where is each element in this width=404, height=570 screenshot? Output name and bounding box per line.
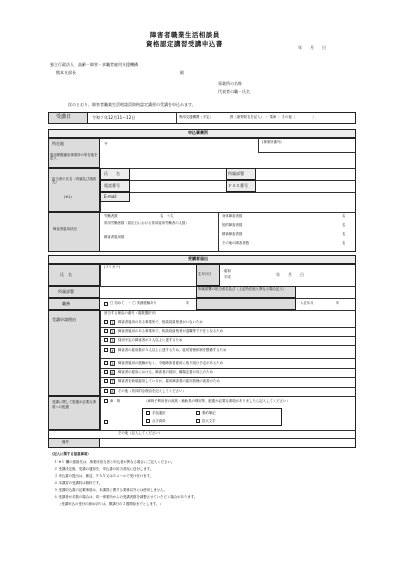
reason-8-checkbox[interactable] <box>104 389 108 393</box>
date-field[interactable]: 年 月 日 <box>298 45 326 50</box>
experience-year-unit: 年 <box>186 301 190 305</box>
reason-5-number: 5 <box>111 361 114 366</box>
note-5: ５ 受講申込書の記載事項は、本講習に関する業務以外には使用しません。 <box>54 488 168 492</box>
first-time-checkbox[interactable] <box>104 302 108 306</box>
reason-note: 該当する理由の番号（複数選択可） <box>104 311 159 315</box>
contact-label-cell <box>48 168 100 212</box>
transport-options[interactable]: 鉄（最寄駅名を記入） ・ 電車 ・ その他（ ） <box>230 115 316 119</box>
workers-note: 常用労働者数（届出日における常用雇用労働者の人数） <box>104 221 189 225</box>
reason-4-checkbox[interactable] <box>104 348 108 352</box>
addressee-name: 熊本支部長 <box>56 70 76 75</box>
affil-alt-label: 所属部署の担当者名及び（上記所在地と異なる場合記入） <box>198 287 287 291</box>
reason-5-text: 障害者雇用の経験がなく、今後障害者雇用に取り組む予定があるため <box>118 361 224 365</box>
reason-8-text: その他（具体的な理由を記入してください） <box>118 389 186 393</box>
join-label: 入社年月 <box>300 301 314 305</box>
contact-note: (※1) <box>64 195 72 199</box>
reason-2-text: 障害者雇用のある事業所で、相談員資格者が退職等で不在となるため <box>118 329 224 333</box>
address-note: 雇用保険適用事業所の所在地を記入 <box>50 153 98 161</box>
intro-text: 次のとおり、障害者職業生活相談員資格認定講習の受講を申込みます。 <box>68 102 196 107</box>
reason-6-checkbox[interactable] <box>104 370 108 374</box>
summary-writing-checkbox[interactable] <box>196 411 200 415</box>
reason-2-number: 2 <box>111 329 114 334</box>
participant-section-title: 受講者届出 <box>188 256 208 261</box>
affil-label-cell <box>48 286 100 298</box>
participant-affil-label: 所属部署 <box>58 289 74 294</box>
contact-affil-label: 所属部署 <box>228 171 244 176</box>
transport-label: 利用交通機関（予定） <box>179 115 213 119</box>
unit-1: 名 <box>342 214 346 218</box>
reason-4-text: 障害者の雇用数が５人以上に達するため、雇用管理体制を整備するため <box>118 348 227 352</box>
option-summary-writing: 要約筆記 <box>202 410 216 415</box>
contact-fax-label: ＦＡＸ番号 <box>228 183 248 188</box>
reason-3-text: 採用予定の障害者が５人以上に達するため <box>118 338 183 342</box>
address-label: 所在地 <box>52 141 64 146</box>
workers-unit: 名 うち <box>160 214 174 218</box>
other-disability-label: その他の障害者数 <box>222 241 250 245</box>
era-options[interactable]: 昭和 平成 <box>224 269 231 279</box>
note-4: ４ 本講習の受講料は無料です。 <box>54 481 103 485</box>
reason-5-checkbox[interactable] <box>104 361 108 365</box>
name-label-cell <box>48 264 100 286</box>
mental-disability-label: 精神障害者数 <box>222 232 243 236</box>
unit-2: 名 <box>342 223 346 227</box>
reason-label-cell <box>48 310 100 396</box>
form-title-line2: 資格認定講習受講申込書 <box>146 40 223 48</box>
contact-phone-label: 電話番号 <box>104 183 120 188</box>
reason-8-number: 8 <box>111 389 114 394</box>
office-section-title: 申込事業所 <box>188 130 208 135</box>
employment-label-cell <box>48 212 100 252</box>
job-label-cell <box>48 298 100 310</box>
option-wheelchair: 車 椅 <box>110 398 121 403</box>
participant-name-label: 氏 名 <box>60 272 72 277</box>
note-6: ６ 受講者が多数の場合は、同一事業所からの受講者数を調整させていただく場合があります。 <box>54 495 198 499</box>
reason-6-text: 障害者の雇用における、障害者の採用、職場定着の向上のため <box>118 370 213 374</box>
birth-date-field[interactable]: 年 月 日 <box>276 272 304 277</box>
note-3: ３ 申込書の提出は、郵送、ＦＡＸ又はＥメールで受け付けます。 <box>54 474 154 478</box>
others-label: その他（記入してください） <box>118 431 163 435</box>
join-year-unit: 年 <box>336 301 340 305</box>
remarks-label: 備考 <box>62 440 69 444</box>
consent-label: 受講に関して配慮が必要な事項への配慮 <box>52 400 97 409</box>
large-print-checkbox[interactable] <box>196 419 200 423</box>
furigana-label: (フリガナ) <box>104 265 121 269</box>
option-sign-language: 手話通訳 <box>152 410 166 415</box>
assign-options: □ 初めて ・ □ 実務経験あり <box>110 301 157 305</box>
consent-note: （車椅子利用者の座席・補助具の利用等、配慮が必要な事項がありましたら記入してください） <box>144 398 290 403</box>
note-1: １ ※１ 欄の連絡先は、事業所担当者と申込者が異なる場合にご記入ください。 <box>54 460 175 464</box>
workers-label: 労働者数 <box>104 214 118 218</box>
contact-label: 担当者の氏名（所属及び連絡先） <box>52 177 97 185</box>
reason-2-checkbox[interactable] <box>104 329 108 333</box>
other-consent-checkbox[interactable] <box>104 420 108 424</box>
addressee-org: 独立行政法人 高齢・障害・求職者雇用支援機構 <box>50 62 138 67</box>
note-2: ２ 受講決定後、受講の通知を、申込書の担当者宛に送付します。 <box>54 467 154 471</box>
disabled-count-label: 障害者雇用数 <box>104 235 125 239</box>
reason-6-number: 6 <box>111 370 114 375</box>
option-braille: 点字資料 <box>152 418 166 423</box>
reason-1-checkbox[interactable] <box>104 320 108 324</box>
body-disability-label: 身体障害者数 <box>222 214 243 218</box>
office-number-tag: (事業所番号) <box>262 140 282 144</box>
wheelchair-checkbox[interactable] <box>104 399 108 403</box>
birth-label: 生年月日 <box>198 272 212 276</box>
representative-label: 代表者の職・氏名 <box>218 89 250 94</box>
reception-value: 令和７年12月11～12日 <box>92 115 136 120</box>
postal-mark: 〒 <box>104 141 108 146</box>
employment-label: 障害者雇用状況 <box>53 227 77 231</box>
reason-7-number: 7 <box>111 379 114 384</box>
contact-name-label: 氏 名 <box>104 171 120 176</box>
reason-7-checkbox[interactable] <box>104 379 108 383</box>
contact-email-label: E-mail <box>104 194 117 199</box>
intellectual-disability-label: 知的障害者数 <box>222 223 243 227</box>
reason-3-number: 3 <box>111 338 114 343</box>
job-label: 職務 <box>62 301 70 306</box>
reason-label: 受講申請理由 <box>52 317 76 322</box>
form-title-line1: 障害者職業生活相談員 <box>150 31 220 39</box>
note-7: （受講申込の受付の締め切りは、開講日の２週間前までとします。） <box>58 502 163 506</box>
reason-1-text: 障害者雇用のある事業所で、相談員資格者がいないため <box>118 320 203 324</box>
braille-checkbox[interactable] <box>146 419 150 423</box>
reason-1-number: 1 <box>111 320 114 325</box>
reason-7-text: 障害者を新規雇用しているが、雇用障害者の雇用管理の改善のため <box>118 379 220 383</box>
reason-3-checkbox[interactable] <box>104 338 108 342</box>
notes-title: （記入に関する留意事項） <box>50 452 91 456</box>
office-name-label: 事業所の名称 <box>218 81 242 86</box>
reception-label: 受講日 <box>56 114 72 120</box>
reason-4-number: 4 <box>111 348 114 353</box>
sign-language-checkbox[interactable] <box>146 411 150 415</box>
option-large-print: 拡大文字 <box>202 418 216 423</box>
remarks-label-cell <box>48 438 100 448</box>
unit-3: 名 <box>342 232 346 236</box>
unit-4: 名 <box>342 241 346 245</box>
addressee-honorific: 殿 <box>180 70 184 75</box>
